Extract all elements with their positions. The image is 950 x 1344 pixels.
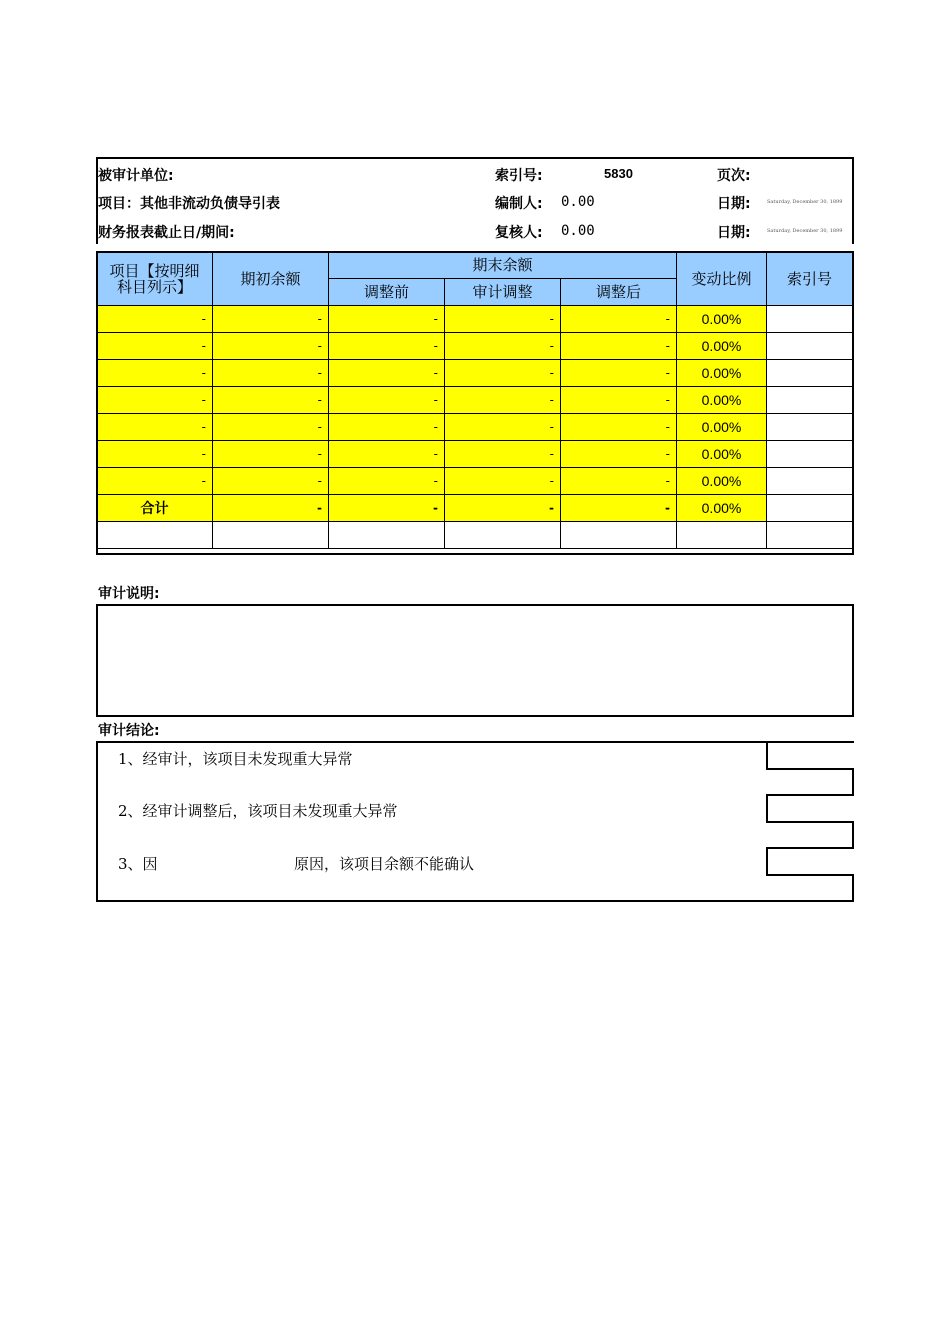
row-opening-cell[interactable]: - bbox=[213, 387, 329, 414]
blank-cell[interactable] bbox=[561, 522, 677, 549]
preparer-label: 编制人: bbox=[495, 196, 543, 212]
table-row bbox=[97, 468, 853, 495]
date-value-2: Saturday, December 30, 1899 bbox=[767, 228, 843, 234]
row-before-cell[interactable]: - bbox=[329, 333, 445, 360]
row-index-cell[interactable] bbox=[767, 360, 853, 387]
row-before-cell[interactable]: - bbox=[329, 468, 445, 495]
row-item-cell[interactable]: - bbox=[97, 360, 213, 387]
row-after-cell[interactable]: - bbox=[561, 387, 677, 414]
row-before-cell[interactable]: - bbox=[329, 360, 445, 387]
blank-cell[interactable] bbox=[329, 522, 445, 549]
row-index-cell[interactable] bbox=[767, 441, 853, 468]
preparer-value: 0.00 bbox=[561, 194, 595, 210]
row-adj-cell[interactable]: - bbox=[445, 468, 561, 495]
blank-cell[interactable] bbox=[97, 522, 213, 549]
col-closing-group-header: 期末余额 bbox=[329, 252, 677, 279]
row-ratio-cell[interactable]: 0.00% bbox=[677, 441, 767, 468]
total-index[interactable] bbox=[767, 495, 853, 522]
row-opening-cell[interactable]: - bbox=[213, 306, 329, 333]
conclusion-checkbox-2[interactable] bbox=[766, 794, 854, 823]
blank-row bbox=[97, 522, 853, 549]
row-adj-cell[interactable]: - bbox=[445, 306, 561, 333]
table-row bbox=[97, 414, 853, 441]
row-item-cell[interactable]: - bbox=[97, 441, 213, 468]
row-adj-cell[interactable]: - bbox=[445, 441, 561, 468]
row-index-cell[interactable] bbox=[767, 306, 853, 333]
row-opening-cell[interactable]: - bbox=[213, 360, 329, 387]
col-opening-header: 期初余额 bbox=[213, 252, 329, 306]
col-item-header: 项目【按明细科目列示】 bbox=[97, 252, 213, 306]
index-label: 索引号: bbox=[495, 168, 543, 184]
blank-cell[interactable] bbox=[677, 522, 767, 549]
table-row bbox=[97, 360, 853, 387]
guide-table bbox=[96, 251, 853, 549]
total-label: 合计 bbox=[97, 495, 213, 522]
total-adj[interactable]: - bbox=[445, 495, 561, 522]
total-before[interactable]: - bbox=[329, 495, 445, 522]
row-ratio-cell[interactable]: 0.00% bbox=[677, 414, 767, 441]
total-ratio[interactable]: 0.00% bbox=[677, 495, 767, 522]
conclusion-line-3-suffix: 原因，该项目余额不能确认 bbox=[294, 855, 475, 873]
table-row bbox=[97, 306, 853, 333]
page-label: 页次: bbox=[717, 168, 751, 184]
row-before-cell[interactable]: - bbox=[329, 441, 445, 468]
row-item-cell[interactable]: - bbox=[97, 333, 213, 360]
row-item-cell[interactable]: - bbox=[97, 468, 213, 495]
row-before-cell[interactable]: - bbox=[329, 387, 445, 414]
row-after-cell[interactable]: - bbox=[561, 441, 677, 468]
row-index-cell[interactable] bbox=[767, 333, 853, 360]
col-index-header: 索引号 bbox=[767, 252, 853, 306]
row-ratio-cell[interactable]: 0.00% bbox=[677, 306, 767, 333]
date-label-2: 日期: bbox=[717, 225, 751, 241]
notes-box[interactable] bbox=[96, 604, 854, 717]
row-adj-cell[interactable]: - bbox=[445, 360, 561, 387]
notes-label: 审计说明: bbox=[98, 586, 160, 602]
row-after-cell[interactable]: - bbox=[561, 468, 677, 495]
row-adj-cell[interactable]: - bbox=[445, 387, 561, 414]
blank-cell[interactable] bbox=[213, 522, 329, 549]
row-item-cell[interactable]: - bbox=[97, 306, 213, 333]
table-row bbox=[97, 333, 853, 360]
row-after-cell[interactable]: - bbox=[561, 360, 677, 387]
row-index-cell[interactable] bbox=[767, 414, 853, 441]
total-opening[interactable]: - bbox=[213, 495, 329, 522]
conclusion-line-3-prefix: 3、因 bbox=[118, 855, 158, 873]
row-adj-cell[interactable]: - bbox=[445, 414, 561, 441]
blank-cell[interactable] bbox=[445, 522, 561, 549]
row-before-cell[interactable]: - bbox=[329, 306, 445, 333]
col-before-adj-header: 调整前 bbox=[329, 279, 445, 306]
total-after[interactable]: - bbox=[561, 495, 677, 522]
total-row bbox=[97, 495, 853, 522]
row-ratio-cell[interactable]: 0.00% bbox=[677, 333, 767, 360]
row-ratio-cell[interactable]: 0.00% bbox=[677, 468, 767, 495]
conclusion-line-1: 1、经审计，该项目未发现重大异常 bbox=[118, 750, 353, 768]
reviewer-value: 0.00 bbox=[561, 223, 595, 239]
row-ratio-cell[interactable]: 0.00% bbox=[677, 360, 767, 387]
row-after-cell[interactable]: - bbox=[561, 306, 677, 333]
row-index-cell[interactable] bbox=[767, 468, 853, 495]
row-before-cell[interactable]: - bbox=[329, 414, 445, 441]
conclusion-checkbox-1[interactable] bbox=[766, 741, 854, 770]
row-after-cell[interactable]: - bbox=[561, 414, 677, 441]
row-item-cell[interactable]: - bbox=[97, 414, 213, 441]
conclusion-checkbox-3[interactable] bbox=[766, 847, 854, 876]
period-label: 财务报表截止日/期间: bbox=[98, 225, 235, 241]
row-opening-cell[interactable]: - bbox=[213, 414, 329, 441]
row-opening-cell[interactable]: - bbox=[213, 468, 329, 495]
project-label: 项目：其他非流动负债导引表 bbox=[98, 196, 280, 212]
col-after-adj-header: 调整后 bbox=[561, 279, 677, 306]
row-adj-cell[interactable]: - bbox=[445, 333, 561, 360]
date-value-1: Saturday, December 30, 1899 bbox=[767, 199, 843, 205]
date-label-1: 日期: bbox=[717, 196, 751, 212]
conclusion-box bbox=[96, 741, 854, 902]
blank-cell[interactable] bbox=[767, 522, 853, 549]
conclusion-line-2: 2、经审计调整后，该项目未发现重大异常 bbox=[118, 802, 398, 820]
reviewer-label: 复核人: bbox=[495, 225, 543, 241]
row-opening-cell[interactable]: - bbox=[213, 441, 329, 468]
row-item-cell[interactable]: - bbox=[97, 387, 213, 414]
row-index-cell[interactable] bbox=[767, 387, 853, 414]
table-row bbox=[97, 387, 853, 414]
auditee-label: 被审计单位: bbox=[98, 168, 174, 184]
col-change-ratio-header: 变动比例 bbox=[677, 252, 767, 306]
conclusion-label: 审计结论: bbox=[98, 723, 160, 739]
index-value: 5830 bbox=[604, 166, 633, 181]
col-audit-adj-header: 审计调整 bbox=[445, 279, 561, 306]
row-ratio-cell[interactable]: 0.00% bbox=[677, 387, 767, 414]
row-opening-cell[interactable]: - bbox=[213, 333, 329, 360]
table-row bbox=[97, 441, 853, 468]
row-after-cell[interactable]: - bbox=[561, 333, 677, 360]
